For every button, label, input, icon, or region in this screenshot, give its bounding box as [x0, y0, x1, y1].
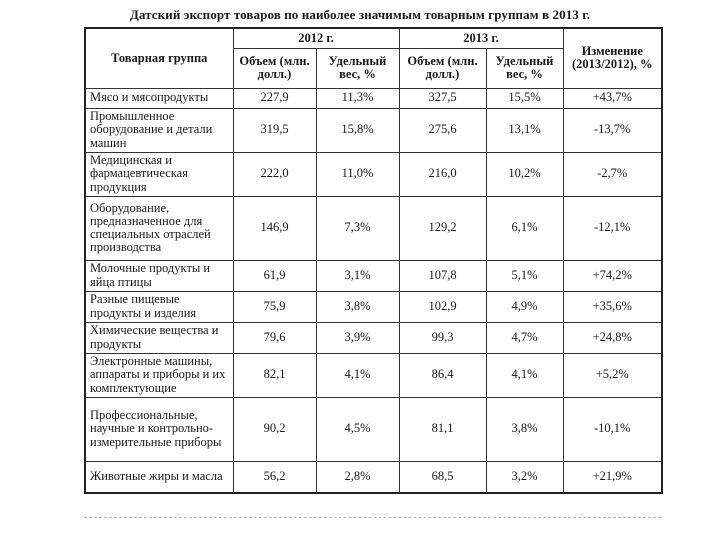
header-year-2012: 2012 г.: [233, 28, 399, 48]
share-2013-cell: 4,1%: [486, 353, 563, 397]
export-table: [84, 27, 663, 494]
change-cell: -2,7%: [563, 152, 662, 196]
share-2013-cell: 15,5%: [486, 88, 563, 108]
header-change: Изменение (2013/2012), %: [563, 28, 662, 88]
volume-2013-cell: 81,1: [399, 397, 486, 461]
change-cell: +5,2%: [563, 353, 662, 397]
table-row: [85, 260, 662, 291]
volume-2012-cell: 227,9: [233, 88, 316, 108]
volume-2012-cell: 82,1: [233, 353, 316, 397]
volume-2012-cell: 79,6: [233, 322, 316, 353]
header-share-2012: Удельный вес, %: [316, 48, 399, 88]
share-2012-cell: 3,1%: [316, 260, 399, 291]
volume-2013-cell: 102,9: [399, 291, 486, 322]
volume-2013-cell: 107,8: [399, 260, 486, 291]
share-2013-cell: 4,9%: [486, 291, 563, 322]
volume-2012-cell: 146,9: [233, 196, 316, 260]
volume-2013-cell: 68,5: [399, 461, 486, 493]
change-cell: -10,1%: [563, 397, 662, 461]
table-row: [85, 461, 662, 493]
share-2012-cell: 3,9%: [316, 322, 399, 353]
share-2012-cell: 11,3%: [316, 88, 399, 108]
table-row: [85, 88, 662, 108]
share-2012-cell: 3,8%: [316, 291, 399, 322]
volume-2012-cell: 222,0: [233, 152, 316, 196]
table-row: [85, 291, 662, 322]
volume-2013-cell: 216,0: [399, 152, 486, 196]
volume-2013-cell: 275,6: [399, 108, 486, 152]
header-share-2013: Удельный вес, %: [486, 48, 563, 88]
header-volume-2013: Объем (млн. долл.): [399, 48, 486, 88]
change-cell: +43,7%: [563, 88, 662, 108]
share-2012-cell: 7,3%: [316, 196, 399, 260]
group-name-cell: Медицинская и фармацевтическая продукция: [85, 152, 233, 196]
share-2013-cell: 3,8%: [486, 397, 563, 461]
volume-2012-cell: 90,2: [233, 397, 316, 461]
table-row: [85, 196, 662, 260]
group-name-cell: Оборудование, предназначенное для специальных отраслей производства: [85, 196, 233, 260]
table-row: [85, 108, 662, 152]
header-year-2013: 2013 г.: [399, 28, 563, 48]
group-name-cell: Мясо и мясопродукты: [85, 88, 233, 108]
group-name-cell: Электронные машины, аппараты и приборы и их комплектующие: [85, 353, 233, 397]
volume-2013-cell: 327,5: [399, 88, 486, 108]
change-cell: +24,8%: [563, 322, 662, 353]
share-2012-cell: 2,8%: [316, 461, 399, 493]
change-cell: -12,1%: [563, 196, 662, 260]
group-name-cell: Разные пищевые продукты и изделия: [85, 291, 233, 322]
share-2012-cell: 4,5%: [316, 397, 399, 461]
group-name-cell: Животные жиры и масла: [85, 461, 233, 493]
volume-2013-cell: 129,2: [399, 196, 486, 260]
group-name-cell: Промышленное оборудование и детали машин: [85, 108, 233, 152]
table-row: [85, 397, 662, 461]
change-cell: -13,7%: [563, 108, 662, 152]
share-2013-cell: 13,1%: [486, 108, 563, 152]
table-title: Датский экспорт товаров по наиболее значимым товарным группам в 2013 г.: [129, 7, 591, 22]
share-2012-cell: 11,0%: [316, 152, 399, 196]
volume-2012-cell: 61,9: [233, 260, 316, 291]
group-name-cell: Профессиональные, научные и контрольно-измерительные приборы: [85, 397, 233, 461]
change-cell: +74,2%: [563, 260, 662, 291]
table-row: [85, 322, 662, 353]
group-name-cell: Молочные продукты и яйца птицы: [85, 260, 233, 291]
share-2013-cell: 5,1%: [486, 260, 563, 291]
table-row: [85, 152, 662, 196]
share-2013-cell: 4,7%: [486, 322, 563, 353]
table-row: [85, 353, 662, 397]
header-volume-2012: Объем (млн. долл.): [233, 48, 316, 88]
change-cell: +21,9%: [563, 461, 662, 493]
volume-2013-cell: 99,3: [399, 322, 486, 353]
change-cell: +35,6%: [563, 291, 662, 322]
volume-2012-cell: 319,5: [233, 108, 316, 152]
share-2013-cell: 6,1%: [486, 196, 563, 260]
volume-2013-cell: 86,4: [399, 353, 486, 397]
volume-2012-cell: 75,9: [233, 291, 316, 322]
group-name-cell: Химические вещества и продукты: [85, 322, 233, 353]
share-2012-cell: 4,1%: [316, 353, 399, 397]
header-group: Товарная группа: [85, 28, 233, 88]
share-2013-cell: 3,2%: [486, 461, 563, 493]
share-2013-cell: 10,2%: [486, 152, 563, 196]
cropped-footnote-line: [84, 517, 661, 522]
share-2012-cell: 15,8%: [316, 108, 399, 152]
volume-2012-cell: 56,2: [233, 461, 316, 493]
